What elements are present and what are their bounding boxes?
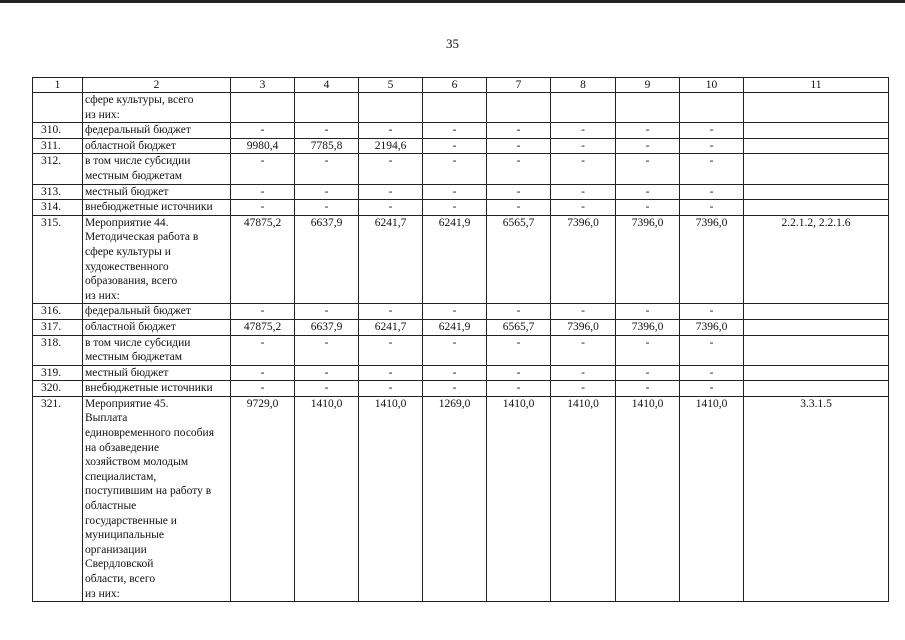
value-cell: -: [616, 184, 680, 200]
table-row: [33, 215, 889, 304]
row-number: 313.: [33, 184, 83, 200]
table-row: [33, 138, 889, 154]
scan-top-edge: [0, 0, 905, 3]
table-row: [33, 123, 889, 139]
row-description: [83, 304, 231, 320]
value-cell: -: [616, 381, 680, 397]
value-cell: -: [295, 200, 359, 216]
target-code: [744, 138, 889, 154]
value-cell: 6241,7: [359, 319, 423, 335]
description-line: внебюджетные источники: [85, 201, 213, 214]
value-cell: -: [359, 154, 423, 184]
value-cell: -: [680, 123, 744, 139]
description-line: поступившим на работу в: [85, 485, 212, 498]
target-code: [744, 200, 889, 216]
value-cell: -: [487, 304, 551, 320]
description-line: единовременного пособия: [85, 427, 214, 440]
value-cell: [551, 93, 616, 123]
target-code: 2.2.1.2, 2.2.1.6: [744, 215, 889, 304]
value-cell: -: [680, 381, 744, 397]
row-description: [83, 184, 231, 200]
description-line: местный бюджет: [85, 185, 169, 198]
row-number: 316.: [33, 304, 83, 320]
table-row: [33, 154, 889, 184]
value-cell: [231, 93, 295, 123]
value-cell: 1410,0: [295, 396, 359, 601]
value-cell: -: [295, 365, 359, 381]
value-cell: 7396,0: [616, 215, 680, 304]
column-header: 4: [295, 78, 359, 93]
value-cell: [423, 93, 487, 123]
value-cell: -: [616, 200, 680, 216]
value-cell: 47875,2: [231, 319, 295, 335]
value-cell: 7396,0: [680, 319, 744, 335]
value-cell: 6565,7: [487, 319, 551, 335]
target-code: [744, 154, 889, 184]
value-cell: 1410,0: [680, 396, 744, 601]
description-line: Выплата: [85, 412, 128, 425]
description-line: Мероприятие 44.: [85, 216, 169, 229]
value-cell: -: [680, 154, 744, 184]
value-cell: -: [231, 184, 295, 200]
row-description: [83, 200, 231, 216]
target-code: [744, 184, 889, 200]
value-cell: 7396,0: [616, 319, 680, 335]
column-header: 5: [359, 78, 423, 93]
value-cell: -: [680, 184, 744, 200]
row-number: 314.: [33, 200, 83, 216]
description-line: Мероприятие 45.: [85, 397, 169, 410]
value-cell: -: [423, 184, 487, 200]
table-row: [33, 200, 889, 216]
value-cell: -: [423, 154, 487, 184]
value-cell: 6241,9: [423, 319, 487, 335]
row-number: 320.: [33, 381, 83, 397]
row-description: [83, 154, 231, 184]
value-cell: -: [551, 154, 616, 184]
value-cell: [295, 93, 359, 123]
description-line: на обзаведение: [85, 441, 160, 454]
value-cell: -: [295, 335, 359, 365]
value-cell: -: [487, 138, 551, 154]
description-line: сфере культуры и: [85, 245, 171, 258]
row-description: [83, 381, 231, 397]
description-line: специалистам,: [85, 470, 157, 483]
value-cell: -: [487, 154, 551, 184]
table-row: [33, 365, 889, 381]
value-cell: 7396,0: [551, 319, 616, 335]
value-cell: -: [551, 123, 616, 139]
row-description: [83, 215, 231, 304]
value-cell: [616, 93, 680, 123]
target-code: [744, 365, 889, 381]
value-cell: -: [423, 138, 487, 154]
target-code: [744, 335, 889, 365]
target-code: [744, 381, 889, 397]
row-number: [33, 93, 83, 123]
column-header: 1: [33, 78, 83, 93]
row-description: [83, 138, 231, 154]
column-header: 7: [487, 78, 551, 93]
value-cell: 6637,9: [295, 215, 359, 304]
value-cell: -: [616, 304, 680, 320]
table-row: [33, 335, 889, 365]
value-cell: -: [295, 184, 359, 200]
value-cell: -: [423, 381, 487, 397]
page-number: 35: [446, 36, 459, 51]
row-number: 315.: [33, 215, 83, 304]
value-cell: -: [680, 200, 744, 216]
value-cell: -: [551, 365, 616, 381]
value-cell: -: [551, 304, 616, 320]
value-cell: 7396,0: [551, 215, 616, 304]
row-number: 317.: [33, 319, 83, 335]
value-cell: -: [680, 365, 744, 381]
value-cell: [487, 93, 551, 123]
value-cell: -: [616, 335, 680, 365]
value-cell: -: [551, 381, 616, 397]
value-cell: 7396,0: [680, 215, 744, 304]
value-cell: [680, 93, 744, 123]
table-row: [33, 304, 889, 320]
description-line: в том числе субсидии: [85, 155, 191, 168]
description-line: государственные и: [85, 514, 177, 527]
value-cell: -: [616, 138, 680, 154]
value-cell: -: [487, 184, 551, 200]
value-cell: 6637,9: [295, 319, 359, 335]
value-cell: -: [616, 123, 680, 139]
row-description: [83, 396, 231, 601]
description-line: федеральный бюджет: [85, 124, 191, 137]
value-cell: 1269,0: [423, 396, 487, 601]
header-row: [33, 78, 889, 93]
value-cell: -: [423, 365, 487, 381]
value-cell: -: [551, 335, 616, 365]
value-cell: -: [231, 304, 295, 320]
value-cell: -: [616, 365, 680, 381]
description-line: в том числе субсидии: [85, 336, 191, 349]
value-cell: 47875,2: [231, 215, 295, 304]
value-cell: -: [359, 365, 423, 381]
row-description: [83, 365, 231, 381]
description-line: сфере культуры, всего: [85, 94, 194, 106]
value-cell: -: [680, 304, 744, 320]
description-line: художественного: [85, 260, 169, 273]
value-cell: -: [359, 381, 423, 397]
row-description: [83, 319, 231, 335]
value-cell: -: [423, 335, 487, 365]
value-cell: -: [616, 154, 680, 184]
value-cell: -: [231, 335, 295, 365]
table-row: [33, 319, 889, 335]
description-line: хозяйством молодым: [85, 456, 189, 469]
row-description: [83, 93, 231, 123]
description-line: внебюджетные источники: [85, 382, 213, 395]
description-line: организации: [85, 543, 147, 556]
row-description: [83, 123, 231, 139]
value-cell: -: [487, 123, 551, 139]
target-code: [744, 93, 889, 123]
description-line: федеральный бюджет: [85, 305, 191, 318]
column-header: 6: [423, 78, 487, 93]
description-line: из них:: [85, 289, 120, 302]
row-number: 318.: [33, 335, 83, 365]
value-cell: -: [231, 154, 295, 184]
value-cell: -: [487, 365, 551, 381]
table-row: [33, 381, 889, 397]
value-cell: -: [295, 304, 359, 320]
value-cell: -: [423, 123, 487, 139]
row-number: 319.: [33, 365, 83, 381]
value-cell: 9980,4: [231, 138, 295, 154]
value-cell: 2194,6: [359, 138, 423, 154]
value-cell: -: [295, 123, 359, 139]
value-cell: [359, 93, 423, 123]
value-cell: -: [295, 381, 359, 397]
value-cell: -: [231, 200, 295, 216]
value-cell: -: [680, 335, 744, 365]
value-cell: -: [231, 123, 295, 139]
description-line: областной бюджет: [85, 320, 176, 333]
value-cell: -: [680, 138, 744, 154]
value-cell: -: [551, 184, 616, 200]
value-cell: -: [551, 138, 616, 154]
description-line: из них:: [85, 587, 120, 600]
value-cell: 1410,0: [616, 396, 680, 601]
value-cell: 9729,0: [231, 396, 295, 601]
description-line: из них:: [85, 108, 120, 121]
value-cell: -: [423, 304, 487, 320]
description-line: областные: [85, 500, 137, 513]
description-line: местным бюджетам: [85, 351, 182, 364]
table-row: [33, 184, 889, 200]
description-line: областной бюджет: [85, 139, 176, 152]
table-row: [33, 396, 889, 601]
value-cell: -: [487, 200, 551, 216]
value-cell: 7785,8: [295, 138, 359, 154]
value-cell: -: [551, 200, 616, 216]
row-description: [83, 335, 231, 365]
value-cell: -: [359, 304, 423, 320]
target-code: 3.3.1.5: [744, 396, 889, 601]
value-cell: -: [295, 154, 359, 184]
description-line: муниципальные: [85, 529, 164, 542]
target-code: [744, 304, 889, 320]
row-number: 310.: [33, 123, 83, 139]
value-cell: 6241,9: [423, 215, 487, 304]
description-line: образования, всего: [85, 275, 178, 288]
description-line: местным бюджетам: [85, 169, 182, 182]
budget-table: [32, 77, 889, 602]
value-cell: 6565,7: [487, 215, 551, 304]
value-cell: -: [487, 335, 551, 365]
column-header: 8: [551, 78, 616, 93]
value-cell: 1410,0: [487, 396, 551, 601]
row-number: 321.: [33, 396, 83, 601]
column-header: 9: [616, 78, 680, 93]
description-line: местный бюджет: [85, 366, 169, 379]
target-code: [744, 319, 889, 335]
value-cell: -: [231, 365, 295, 381]
value-cell: -: [231, 381, 295, 397]
column-header: 3: [231, 78, 295, 93]
value-cell: 1410,0: [551, 396, 616, 601]
value-cell: -: [359, 335, 423, 365]
value-cell: -: [359, 184, 423, 200]
description-line: области, всего: [85, 573, 156, 585]
row-number: 311.: [33, 138, 83, 154]
value-cell: 6241,7: [359, 215, 423, 304]
table-row: [33, 93, 889, 123]
value-cell: -: [359, 200, 423, 216]
target-code: [744, 123, 889, 139]
value-cell: -: [423, 200, 487, 216]
value-cell: -: [359, 123, 423, 139]
column-header: 11: [744, 78, 889, 93]
column-header: 10: [680, 78, 744, 93]
value-cell: -: [487, 381, 551, 397]
description-line: Свердловской: [85, 558, 154, 571]
column-header: 2: [83, 78, 231, 93]
value-cell: 1410,0: [359, 396, 423, 601]
description-line: Методическая работа в: [85, 231, 199, 244]
row-number: 312.: [33, 154, 83, 184]
